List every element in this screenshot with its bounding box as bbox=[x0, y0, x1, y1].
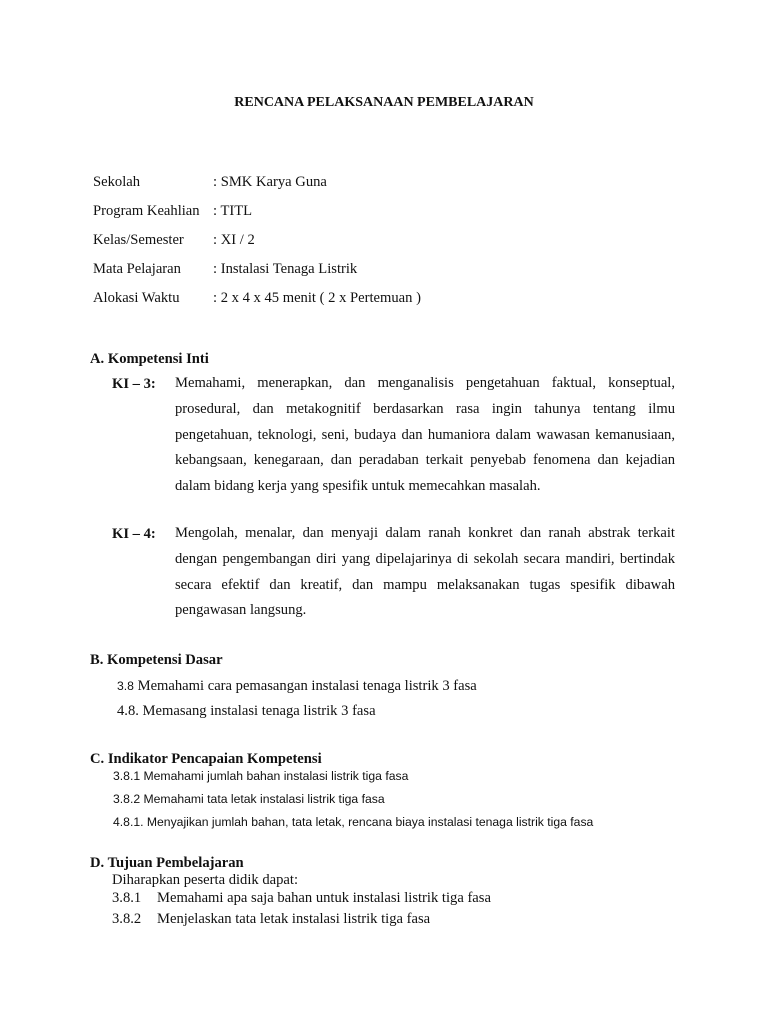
kd-item-3-8 bbox=[117, 678, 477, 695]
info-label-alokasi: Alokasi Waktu bbox=[93, 290, 180, 306]
info-label-sekolah: Sekolah bbox=[93, 174, 141, 190]
tujuan-item-3-8-1-text: Memahami apa saja bahan untuk instalasi listrik tiga fasa bbox=[157, 890, 491, 906]
indicator-item-4-8-1: 4.8.1. Menyajikan jumlah bahan, tata letak, rencana biaya instalasi tenaga listrik tiga fasa bbox=[113, 815, 594, 829]
info-label-program: Program Keahlian bbox=[93, 203, 200, 219]
info-value-kelas: : XI / 2 bbox=[213, 232, 255, 248]
ki3-text: Memahami, menerapkan, dan menganalisis pengetahuan faktual, konseptual, prosedural, dan metakognitif berdasarkan rasa ingin tahunya tentang ilmu pengetahuan, teknologi, seni, budaya dan humaniora dalam wawasan kemanusiaan, kebangsaan, kenegaraan, dan peradaban terkait penyebab fenomena dan kejadian dalam bidang kerja yang spesifik untuk memecahkan masalah. bbox=[175, 375, 675, 495]
info-value-alokasi: : 2 x 4 x 45 menit ( 2 x Pertemuan ) bbox=[213, 290, 421, 306]
info-label-mapel: Mata Pelajaran bbox=[93, 261, 181, 277]
indicator-item-3-8-2: 3.8.2 Memahami tata letak instalasi listrik tiga fasa bbox=[113, 792, 385, 806]
tujuan-item-3-8-1-number: 3.8.1 bbox=[112, 890, 142, 906]
section-a-heading: A. Kompetensi Inti bbox=[90, 351, 209, 367]
tujuan-item-3-8-2-text: Menjelaskan tata letak instalasi listrik tiga fasa bbox=[157, 911, 431, 927]
info-value-sekolah: : SMK Karya Guna bbox=[213, 174, 327, 190]
section-d-heading: D. Tujuan Pembelajaran bbox=[90, 855, 244, 871]
ki3-label: KI – 3: bbox=[112, 376, 156, 392]
ki4-label: KI – 4: bbox=[112, 526, 156, 542]
section-c-heading: C. Indikator Pencapaian Kompetensi bbox=[90, 751, 322, 767]
indicator-item-3-8-1: 3.8.1 Memahami jumlah bahan instalasi listrik tiga fasa bbox=[113, 769, 409, 783]
ki4-text: Mengolah, menalar, dan menyaji dalam ranah konkret dan ranah abstrak terkait dengan pengembangan diri yang dipelajarinya di sekolah secara mandiri, bertindak secara efektif dan kreatif, dan mampu melaksanakan tugas spesifik dibawah pengawasan langsung. bbox=[175, 525, 675, 619]
kd-item-3-8-number: 3.8 bbox=[117, 679, 134, 693]
document-title: RENCANA PELAKSANAAN PEMBELAJARAN bbox=[234, 95, 534, 110]
kd-item-3-8-text: Memahami cara pemasangan instalasi tenaga listrik 3 fasa bbox=[133, 678, 477, 694]
kd-item-4-8: 4.8. Memasang instalasi tenaga listrik 3 fasa bbox=[117, 703, 376, 719]
info-label-kelas: Kelas/Semester bbox=[93, 232, 184, 248]
tujuan-item-3-8-2-number: 3.8.2 bbox=[112, 911, 142, 927]
tujuan-intro: Diharapkan peserta didik dapat: bbox=[112, 872, 298, 888]
info-value-mapel: : Instalasi Tenaga Listrik bbox=[213, 261, 358, 277]
section-b-heading: B. Kompetensi Dasar bbox=[90, 652, 223, 668]
info-value-program: : TITL bbox=[213, 203, 253, 219]
